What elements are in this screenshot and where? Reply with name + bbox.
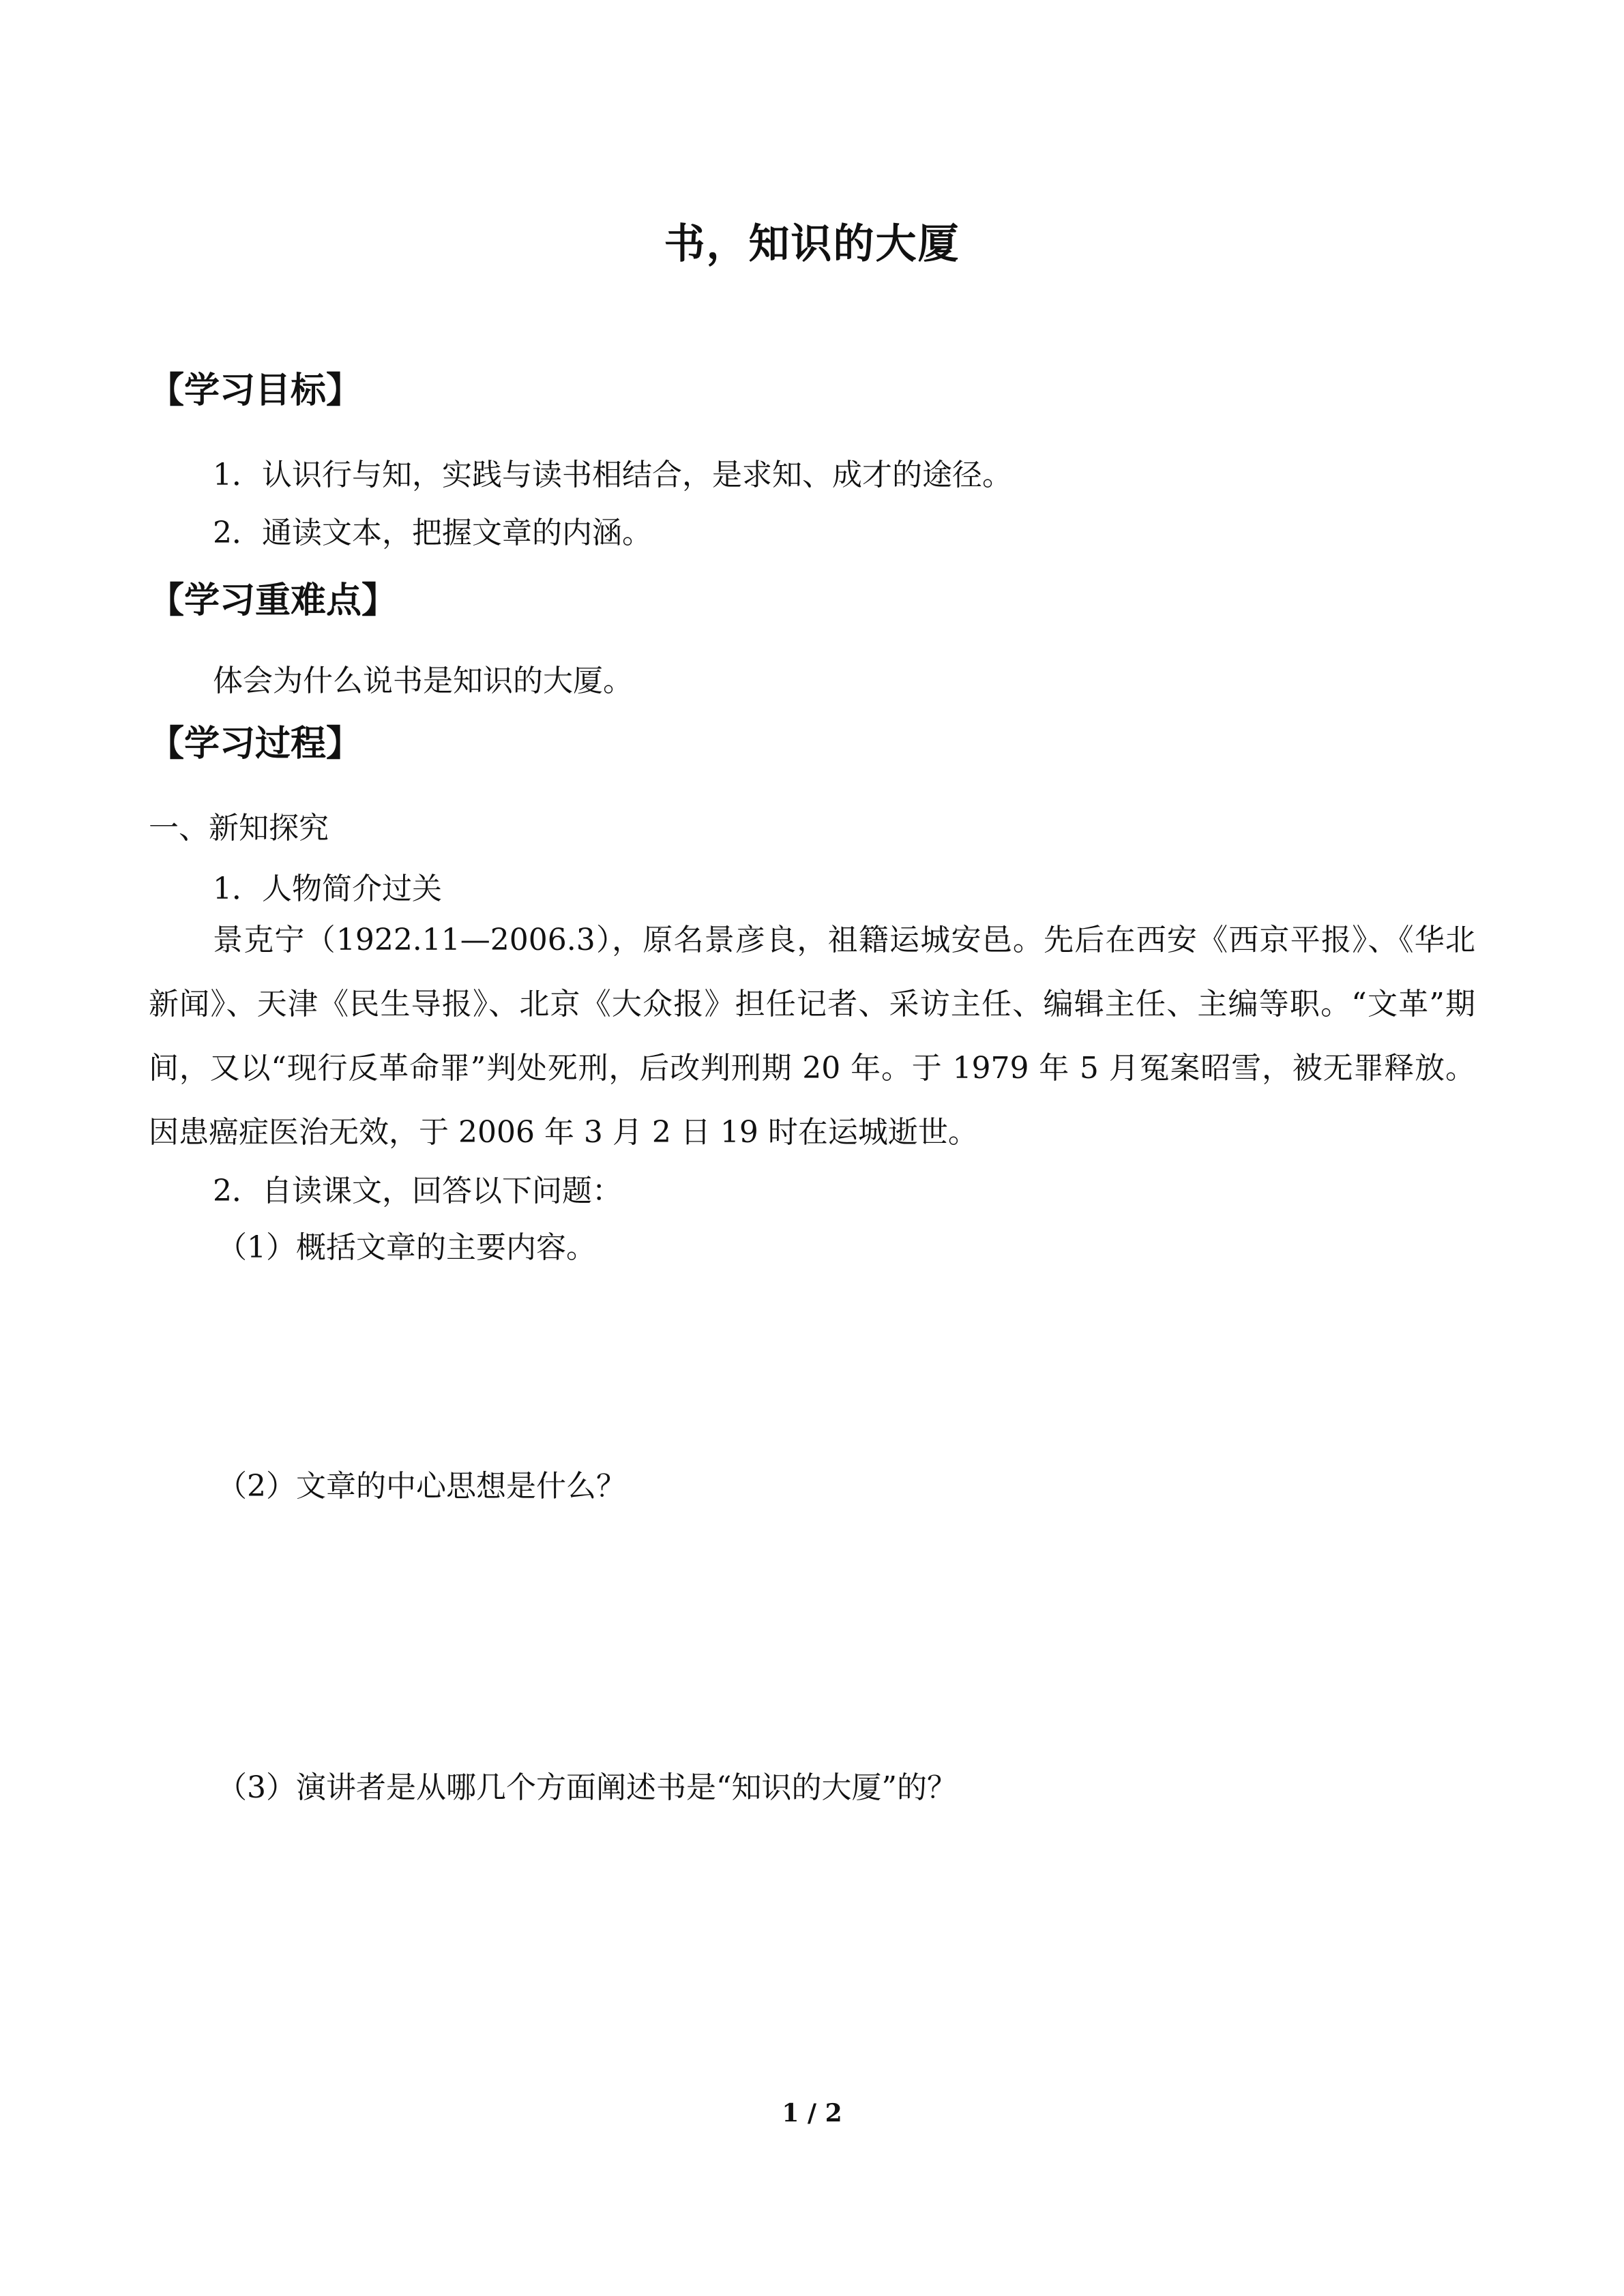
page-number: 1 / 2 bbox=[782, 2099, 842, 2128]
section-heading-key-points: 【学习重难点】 bbox=[149, 580, 398, 621]
objective-item-2: 2．通读文本，把握文章的内涵。 bbox=[213, 516, 652, 550]
question-3: （3）演讲者是从哪几个方面阐述书是“知识的大厦”的？ bbox=[217, 1770, 957, 1805]
section-heading-objectives: 【学习目标】 bbox=[149, 370, 362, 411]
objective-item-1: 1．认识行与知，实践与读书相结合，是求知、成才的途径。 bbox=[213, 458, 1012, 492]
item-title-biography: 1．人物简介过关 bbox=[213, 871, 442, 906]
section-heading-process: 【学习过程】 bbox=[149, 724, 362, 764]
question-2: （2）文章的中心思想是什么？ bbox=[217, 1469, 626, 1504]
question-1: （1）概括文章的主要内容。 bbox=[217, 1230, 596, 1265]
part-title-new-knowledge: 一、新知探究 bbox=[149, 811, 329, 846]
key-points-text: 体会为什么说书是知识的大厦。 bbox=[213, 664, 633, 698]
document-title: 书，知识的大厦 bbox=[664, 220, 960, 268]
biography-paragraph: 景克宁（1922.11—2006.3），原名景彦良，祖籍运城安邑。先后在西安《西京平报》、《华北新闻》、天津《民生导报》、北京《大众报》担任记者、采访主任、编辑主任、主编等职。“文革”期间，又以“现行反革命罪”判处死刑，后改判刑期 20 年。于 1979 年 5 月冤案昭雪，被无罪释放。因患癌症医治无效，于 2006 年 3 月 2 日 19 时在运城逝世。 bbox=[149, 923, 1475, 1150]
item-title-self-reading: 2．自读课文，回答以下问题： bbox=[213, 1174, 622, 1208]
